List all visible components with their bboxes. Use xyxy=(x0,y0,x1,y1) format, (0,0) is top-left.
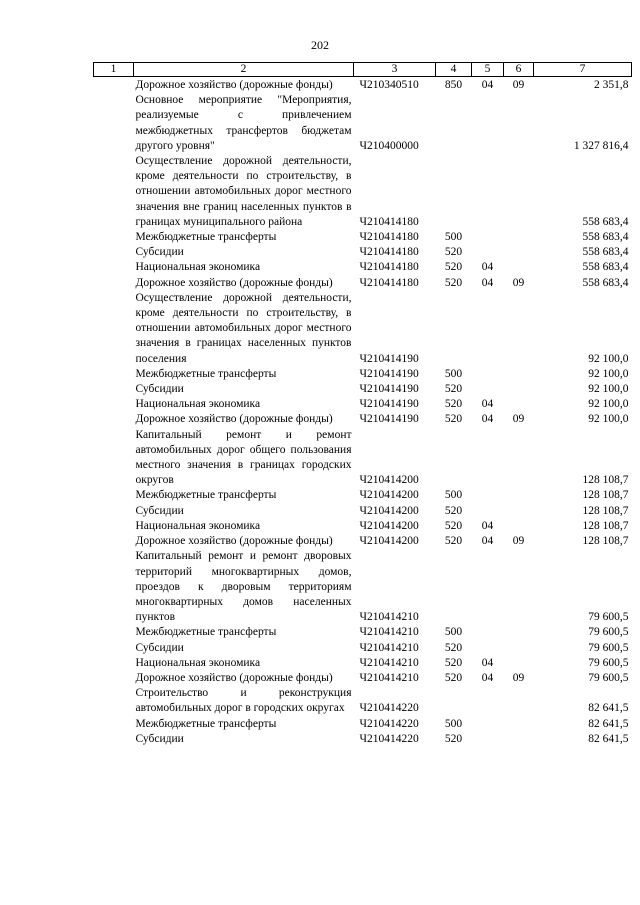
table-row xyxy=(94,367,632,382)
row-col-6: 09 xyxy=(512,276,525,289)
table-row xyxy=(94,504,632,519)
row-col-4: 520 xyxy=(444,671,463,684)
cell-col-1 xyxy=(94,367,134,382)
budget-table-container xyxy=(93,62,631,747)
row-name: Дорожное хозяйство (дорожные фонды) xyxy=(135,671,333,684)
row-col-4: 520 xyxy=(444,261,463,274)
row-name: Национальная экономика xyxy=(135,519,261,532)
table-row xyxy=(94,245,632,260)
cell-col-1 xyxy=(94,519,134,534)
row-col-4: 520 xyxy=(444,641,463,654)
row-code: Ч210414220 xyxy=(359,702,419,715)
cell-col-1 xyxy=(94,534,134,549)
row-amount: 128 108,7 xyxy=(582,489,629,502)
row-col-4 xyxy=(436,428,472,489)
table-row xyxy=(94,428,632,489)
row-amount: 92 100,0 xyxy=(588,352,629,365)
row-name: Национальная экономика xyxy=(135,261,261,274)
column-header-1: 1 xyxy=(94,63,134,77)
row-col-6 xyxy=(504,291,534,367)
row-col-4: 850 xyxy=(444,79,463,91)
row-col-4: 500 xyxy=(444,489,463,502)
row-name: Межбюджетные трансферты xyxy=(135,717,277,730)
row-col-5: 04 xyxy=(481,535,494,548)
row-name: Дорожное хозяйство (дорожные фонды) xyxy=(135,413,333,426)
row-amount: 128 108,7 xyxy=(582,519,629,532)
row-col-4: 520 xyxy=(444,398,463,411)
row-amount: 92 100,0 xyxy=(588,413,629,426)
row-amount: 558 683,4 xyxy=(582,215,629,228)
cell-col-1 xyxy=(94,397,134,412)
row-col-6 xyxy=(504,382,534,397)
column-header-2: 2 xyxy=(134,63,354,77)
row-code: Ч210414180 xyxy=(359,276,419,289)
row-name: Дорожное хозяйство (дорожные фонды) xyxy=(135,535,333,548)
row-col-4 xyxy=(436,686,472,716)
row-code: Ч210400000 xyxy=(359,139,419,152)
row-code: Ч210414200 xyxy=(359,474,419,487)
table-body xyxy=(94,77,632,747)
row-col-5 xyxy=(472,686,504,716)
row-col-4 xyxy=(436,93,472,154)
row-amount: 2 351,8 xyxy=(594,79,629,91)
table-row xyxy=(94,732,632,747)
budget-table xyxy=(93,62,632,747)
row-col-4: 520 xyxy=(444,383,463,396)
table-row xyxy=(94,656,632,671)
header-row xyxy=(94,63,632,77)
row-col-5 xyxy=(472,154,504,230)
cell-col-1 xyxy=(94,154,134,230)
cell-col-1 xyxy=(94,504,134,519)
row-col-6 xyxy=(504,488,534,503)
row-col-4: 520 xyxy=(444,246,463,259)
row-col-4: 520 xyxy=(444,519,463,532)
row-name: Субсидии xyxy=(135,732,184,745)
row-col-4: 520 xyxy=(444,413,463,426)
row-col-4 xyxy=(436,549,472,625)
row-name: Субсидии xyxy=(135,246,184,259)
cell-col-1 xyxy=(94,291,134,367)
row-col-6 xyxy=(504,428,534,489)
table-row xyxy=(94,260,632,275)
cell-col-1 xyxy=(94,382,134,397)
row-col-6: 09 xyxy=(512,413,525,426)
row-col-6 xyxy=(504,367,534,382)
row-code: Ч210414220 xyxy=(359,717,419,730)
cell-col-1 xyxy=(94,549,134,625)
column-header-3: 3 xyxy=(354,63,436,77)
table-row xyxy=(94,641,632,656)
row-col-5 xyxy=(472,717,504,732)
row-name: Национальная экономика xyxy=(135,656,261,669)
cell-col-1 xyxy=(94,732,134,747)
row-amount: 558 683,4 xyxy=(582,276,629,289)
row-code: Ч210414180 xyxy=(359,261,419,274)
row-col-4: 520 xyxy=(444,276,463,289)
row-code: Ч210414210 xyxy=(359,641,419,654)
row-code: Ч210414190 xyxy=(359,413,419,426)
row-col-4 xyxy=(436,154,472,230)
row-col-4: 500 xyxy=(444,717,463,730)
row-col-5: 04 xyxy=(481,671,494,684)
row-amount: 79 600,5 xyxy=(588,656,629,669)
cell-col-1 xyxy=(94,717,134,732)
row-amount: 92 100,0 xyxy=(588,383,629,396)
row-col-4 xyxy=(436,291,472,367)
row-col-5 xyxy=(472,732,504,747)
row-col-6 xyxy=(504,504,534,519)
row-name: Основное мероприятие "Мероприятия, реализуемые с привлечением межбюджетных трансфертов бюджетам другого уровня" xyxy=(135,94,352,152)
row-name: Межбюджетные трансферты xyxy=(135,489,277,502)
row-col-6 xyxy=(504,519,534,534)
row-col-4: 520 xyxy=(444,732,463,745)
row-amount: 79 600,5 xyxy=(588,641,629,654)
row-amount: 558 683,4 xyxy=(582,231,629,244)
row-col-6: 09 xyxy=(512,535,525,548)
row-code: Ч210414190 xyxy=(359,383,419,396)
row-col-6: 09 xyxy=(512,671,525,684)
row-amount: 128 108,7 xyxy=(582,474,629,487)
row-amount: 79 600,5 xyxy=(588,611,629,624)
cell-col-1 xyxy=(94,625,134,640)
row-name: Национальная экономика xyxy=(135,398,261,411)
row-amount: 128 108,7 xyxy=(582,535,629,548)
row-col-5: 04 xyxy=(481,276,494,289)
row-col-5 xyxy=(472,367,504,382)
row-code: Ч210414210 xyxy=(359,611,419,624)
cell-col-1 xyxy=(94,412,134,427)
row-name: Дорожное хозяйство (дорожные фонды) xyxy=(135,79,333,91)
row-name: Субсидии xyxy=(135,641,184,654)
column-header-7: 7 xyxy=(534,63,632,77)
table-row xyxy=(94,77,632,94)
row-col-5: 04 xyxy=(481,79,494,91)
row-col-5 xyxy=(472,549,504,625)
row-code: Ч210414220 xyxy=(359,732,419,745)
row-name: Межбюджетные трансферты xyxy=(135,626,277,639)
row-amount: 82 641,5 xyxy=(588,717,629,730)
row-col-6: 09 xyxy=(512,79,525,91)
row-code: Ч210414180 xyxy=(359,215,419,228)
row-col-6 xyxy=(504,656,534,671)
row-amount: 128 108,7 xyxy=(582,504,629,517)
row-col-6 xyxy=(504,260,534,275)
row-name: Строительство и реконструкция автомобильных дорог в городских округах xyxy=(135,687,352,715)
row-col-6 xyxy=(504,93,534,154)
row-amount: 1 327 816,4 xyxy=(573,139,629,152)
row-col-5 xyxy=(472,382,504,397)
row-amount: 92 100,0 xyxy=(588,398,629,411)
row-name: Осуществление дорожной деятельности, кроме деятельности по строительству, в отношении автомобильных дорог местного значения в границах населенных пунктов поселения xyxy=(135,291,352,365)
row-col-6 xyxy=(504,641,534,656)
table-row xyxy=(94,625,632,640)
cell-col-1 xyxy=(94,276,134,291)
row-col-4: 520 xyxy=(444,656,463,669)
row-name: Субсидии xyxy=(135,504,184,517)
row-col-6 xyxy=(504,397,534,412)
row-col-4: 520 xyxy=(444,504,463,517)
table-row xyxy=(94,686,632,716)
row-col-5: 04 xyxy=(481,656,494,669)
row-col-5 xyxy=(472,245,504,260)
row-code: Ч210414210 xyxy=(359,656,419,669)
row-col-5 xyxy=(472,641,504,656)
row-col-6 xyxy=(504,625,534,640)
row-col-5 xyxy=(472,625,504,640)
row-code: Ч210414200 xyxy=(359,489,419,502)
table-row xyxy=(94,397,632,412)
row-amount: 79 600,5 xyxy=(588,671,629,684)
row-code: Ч210414190 xyxy=(359,352,419,365)
row-col-5: 04 xyxy=(481,261,494,274)
table-row xyxy=(94,230,632,245)
row-amount: 92 100,0 xyxy=(588,367,629,380)
row-name: Субсидии xyxy=(135,383,184,396)
row-code: Ч210414190 xyxy=(359,398,419,411)
row-name: Дорожное хозяйство (дорожные фонды) xyxy=(135,276,333,289)
row-name: Осуществление дорожной деятельности, кроме деятельности по строительству, в отношении автомобильных дорог местного значения вне границ населенных пунктов в границах муниципального района xyxy=(135,155,352,228)
row-col-6 xyxy=(504,732,534,747)
table-row xyxy=(94,488,632,503)
cell-col-1 xyxy=(94,245,134,260)
table-row xyxy=(94,534,632,549)
row-name: Межбюджетные трансферты xyxy=(135,367,277,380)
cell-col-1 xyxy=(94,428,134,489)
column-header-4: 4 xyxy=(436,63,472,77)
cell-col-1 xyxy=(94,93,134,154)
row-amount: 558 683,4 xyxy=(582,246,629,259)
row-col-4: 500 xyxy=(444,626,463,639)
cell-col-1 xyxy=(94,686,134,716)
column-header-5: 5 xyxy=(472,63,504,77)
row-name: Капитальный ремонт и ремонт дворовых территорий многоквартирных домов, проездов к дворовым территориям многоквартирных домов населенных пунктов xyxy=(135,550,352,624)
row-col-5 xyxy=(472,428,504,489)
row-col-5: 04 xyxy=(481,519,494,532)
row-amount: 82 641,5 xyxy=(588,702,629,715)
row-col-5 xyxy=(472,230,504,245)
row-amount: 558 683,4 xyxy=(582,261,629,274)
row-code: Ч210414210 xyxy=(359,671,419,684)
row-name: Межбюджетные трансферты xyxy=(135,231,277,244)
cell-col-1 xyxy=(94,656,134,671)
table-row xyxy=(94,412,632,427)
row-col-5: 04 xyxy=(481,398,494,411)
row-col-6 xyxy=(504,717,534,732)
row-col-5 xyxy=(472,93,504,154)
row-col-6 xyxy=(504,686,534,716)
row-col-4: 500 xyxy=(444,367,463,380)
column-header-6: 6 xyxy=(504,63,534,77)
row-code: Ч210414200 xyxy=(359,535,419,548)
row-col-6 xyxy=(504,549,534,625)
table-row xyxy=(94,291,632,367)
cell-col-1 xyxy=(94,641,134,656)
row-col-4: 520 xyxy=(444,535,463,548)
row-code: Ч210414200 xyxy=(359,504,419,517)
row-code: Ч210340510 xyxy=(359,79,419,91)
row-code: Ч210414190 xyxy=(359,367,419,380)
row-col-5 xyxy=(472,488,504,503)
cell-col-1 xyxy=(94,230,134,245)
row-amount: 82 641,5 xyxy=(588,732,629,745)
row-col-6 xyxy=(504,230,534,245)
page-number: 202 xyxy=(311,38,329,52)
row-code: Ч210414210 xyxy=(359,626,419,639)
row-code: Ч210414200 xyxy=(359,519,419,532)
row-col-6 xyxy=(504,154,534,230)
cell-col-1 xyxy=(94,488,134,503)
row-col-5 xyxy=(472,291,504,367)
table-row xyxy=(94,382,632,397)
row-col-4: 500 xyxy=(444,231,463,244)
table-row xyxy=(94,519,632,534)
cell-col-1 xyxy=(94,260,134,275)
row-col-5 xyxy=(472,504,504,519)
row-code: Ч210414180 xyxy=(359,231,419,244)
row-amount: 79 600,5 xyxy=(588,626,629,639)
cell-col-1 xyxy=(94,671,134,686)
table-row xyxy=(94,671,632,686)
row-name: Капитальный ремонт и ремонт автомобильных дорог общего пользования местного значения в границах городских округов xyxy=(135,428,352,487)
table-row xyxy=(94,154,632,230)
table-row xyxy=(94,549,632,625)
table-row xyxy=(94,93,632,154)
row-code: Ч210414180 xyxy=(359,246,419,259)
table-row xyxy=(94,717,632,732)
row-col-6 xyxy=(504,245,534,260)
table-header xyxy=(94,63,632,77)
row-col-5: 04 xyxy=(481,413,494,426)
table-row xyxy=(94,276,632,291)
cell-col-1 xyxy=(94,77,134,94)
